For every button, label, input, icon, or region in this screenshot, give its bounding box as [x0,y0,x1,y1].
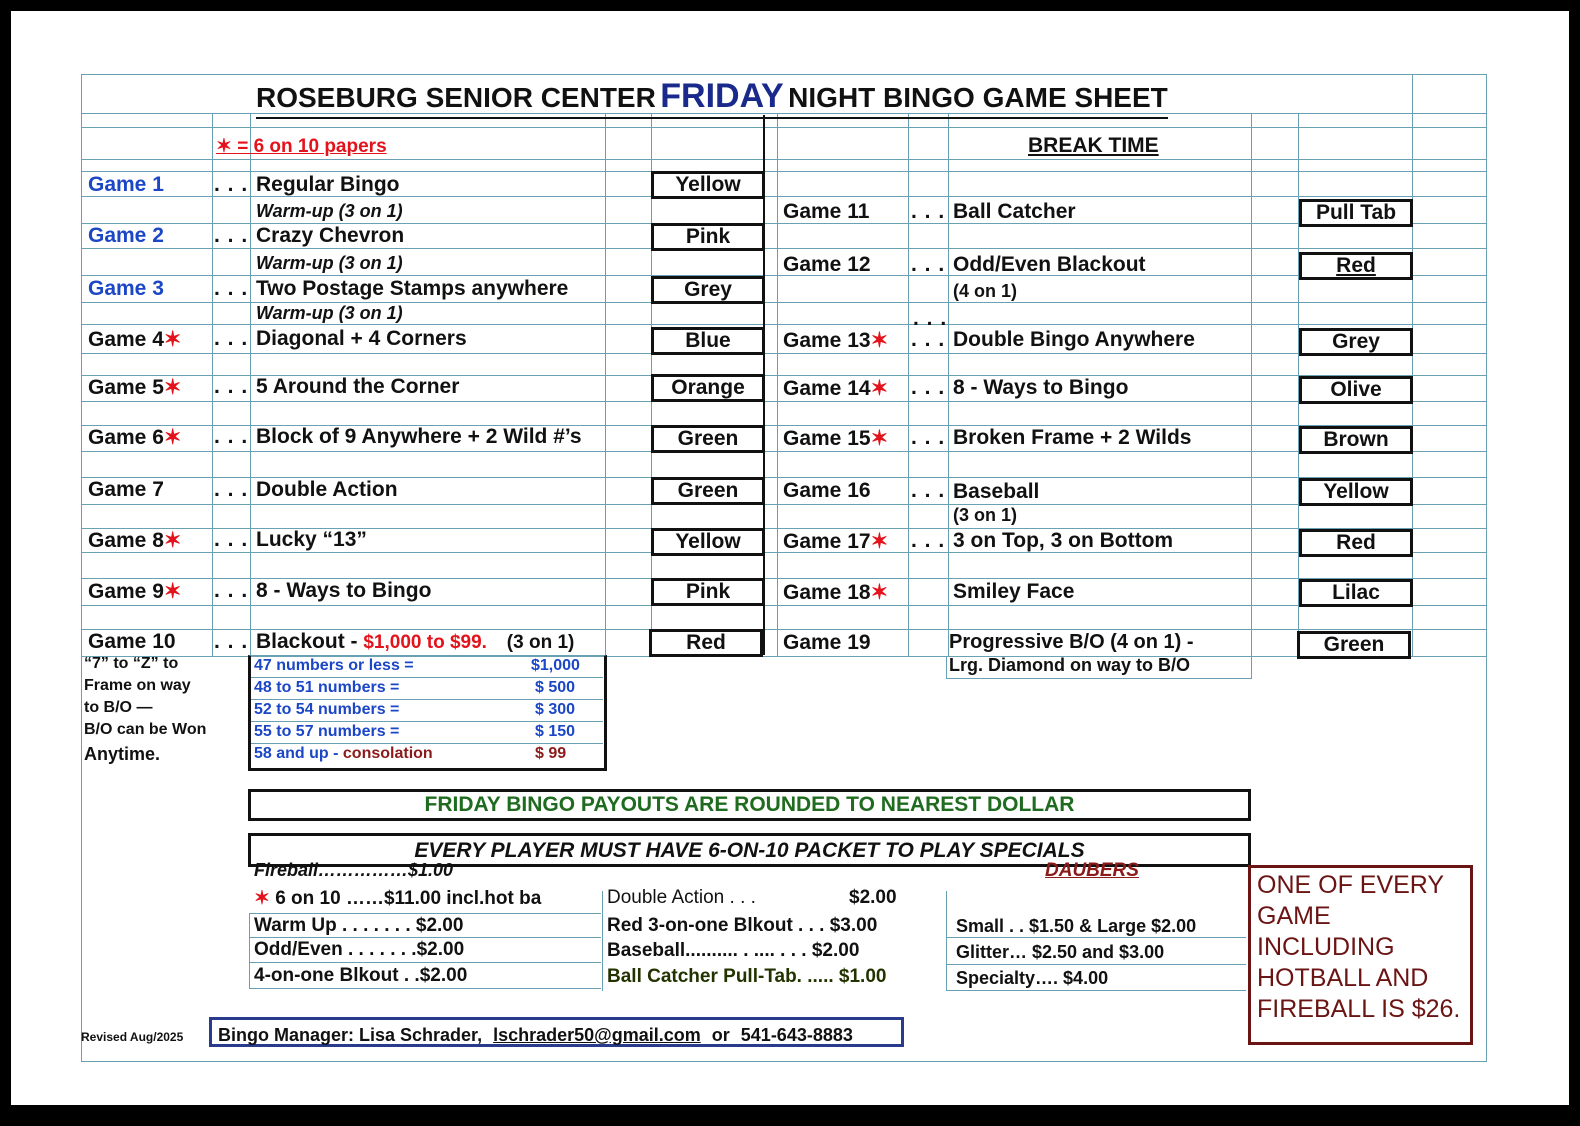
grid-line [946,937,1246,938]
fee-red-3-on-one: Red 3-on-one Blkout . . . $3.00 [607,915,878,936]
game-13-name: Double Bingo Anywhere [953,328,1195,351]
rounding-banner: FRIDAY BINGO PAYOUTS ARE ROUNDED TO NEAREST DOLLAR [248,789,1251,821]
leader-dots: . . . [911,328,946,351]
dauber-specialty: Specialty…. $4.00 [956,968,1109,988]
leader-dots: . . . [911,479,946,502]
game-2-paper-color: Pink [651,223,765,251]
game-4-label: Game 4✶ [88,328,182,351]
game-16-label: Game 16 [783,479,871,502]
game-17-paper-color: Red [1299,529,1413,557]
payout-range: 47 numbers or less = [254,657,414,674]
game-2-warmup: Warm-up (3 on 1) [256,253,403,273]
game-15-paper-color: Brown [1299,426,1413,454]
legend-symbol: ✶ [216,136,232,157]
game-16-sub: (3 on 1) [953,505,1018,525]
game-13-label: Game 13✶ [783,329,889,352]
game-4-paper-color: Blue [651,327,765,355]
fee-4-on-one: 4-on-one Blkout . .$2.00 [254,965,468,986]
game-16-paper-color: Yellow [1299,478,1413,506]
star-icon: ✶ [870,530,889,553]
grid-line [81,159,1486,160]
star-icon: ✶ [163,426,182,449]
manager-name: Bingo Manager: Lisa Schrader, [218,1025,483,1045]
leader-dots: . . . [214,630,249,653]
game-17-label: Game 17✶ [783,530,889,553]
grid-line [249,988,601,989]
game-19-paper-color: Green [1297,631,1411,659]
leader-dots: . . . [911,200,946,223]
payout-range: 48 to 51 numbers = [254,679,400,696]
game-10-label: Game 10 [88,630,176,653]
game-9-paper-color: Pink [651,578,765,606]
payout-range: 58 and up - consolation [254,745,433,762]
game-7-label: Game 7 [88,478,164,501]
specials-banner: EVERY PLAYER MUST HAVE 6-ON-10 PACKET TO PLAY SPECIALS [248,833,1251,867]
game-19-sub: Lrg. Diamond on way to B/O [949,655,1191,675]
grid-line [251,677,603,678]
leader-dots: . . . [214,277,249,300]
leader-dots: . . . [214,173,249,196]
grid-line [249,913,601,914]
game-10-prize: $1,000 to $99. [363,632,487,653]
fee-double-action: Double Action . . . [607,887,756,908]
grid-line [81,127,1486,128]
game-12-paper-color: Red [1299,252,1413,280]
star-icon: ✶ [870,581,889,604]
game-1-paper-color: Yellow [651,171,765,199]
game-12-label: Game 12 [783,253,871,276]
payout-range: 55 to 57 numbers = [254,723,400,740]
game-18-name: Smiley Face [953,580,1075,603]
manager-or: or [711,1025,730,1045]
grid-line [946,990,1246,991]
game-10-name [256,630,574,654]
fee-odd-even: Odd/Even . . . . . . .$2.00 [254,939,465,960]
fee-fireball: Fireball……………$1.00 [254,861,454,879]
game-3-name: Two Postage Stamps anywhere [256,277,569,300]
game-15-name: Broken Frame + 2 Wilds [953,426,1192,449]
grid-line [777,113,778,656]
grid-line [1412,74,1413,656]
star-icon: ✶ [163,580,182,603]
leader-dots: . . . [214,224,249,247]
game-9-label: Game 9✶ [88,580,182,603]
fee-6-on-10 [254,887,601,910]
star-icon: ✶ [163,529,182,552]
fee-double-action-price: $2.00 [849,887,897,908]
break-time-label: BREAK TIME [1028,134,1159,157]
game-18-paper-color: Lilac [1299,579,1413,607]
blackout-note-3: to B/O — [84,699,153,716]
game-sheet [11,11,1569,1105]
game-1-warmup: Warm-up (3 on 1) [256,201,403,221]
payout-range: 52 to 54 numbers = [254,701,400,718]
game-5-name: 5 Around the Corner [256,375,460,398]
grid-line [1251,113,1252,656]
grid-line [81,353,1486,354]
game-12-name: Odd/Even Blackout [953,253,1146,276]
game-6-paper-color: Green [651,425,765,453]
leader-dots: . . . [911,426,946,449]
star-icon: ✶ [870,329,889,352]
manager-email: lschrader50@gmail.com [493,1025,701,1045]
grid-line [946,964,1246,965]
grid-line [948,113,949,656]
game-8-label: Game 8✶ [88,529,182,552]
star-icon: ✶ [254,888,270,909]
payout-amount: $1,000 [531,657,580,674]
fee-warm-up: Warm Up . . . . . . . $2.00 [254,915,464,936]
package-price-box: ONE OF EVERY GAME INCLUDING HOTBALL AND FIREBALL IS $26. [1248,865,1473,1045]
game-14-name: 8 - Ways to Bingo [953,376,1129,399]
payout-amount: $ 150 [535,723,576,740]
leader-dots: . . . [214,579,249,602]
star-icon: ✶ [870,427,889,450]
grid-line [602,891,603,991]
game-3-label: Game 3 [88,277,164,300]
game-15-label: Game 15✶ [783,427,889,450]
game-8-name: Lucky “13” [256,528,367,551]
game-19-label: Game 19 [783,631,871,654]
blackout-note-1: “7” to “Z” to [84,655,179,672]
game-13-paper-color: Grey [1299,328,1413,356]
star-icon: ✶ [163,328,182,351]
legend-text: = 6 on 10 papers [237,136,387,157]
payout-amount: $ 300 [535,701,576,718]
game-7-name: Double Action [256,478,398,501]
game-18-label: Game 18✶ [783,581,889,604]
grid-line [81,171,1486,172]
grid-line [249,962,601,963]
game-1-label: Game 1 [88,173,164,196]
grid-line [249,913,250,988]
game-16-name: Baseball [953,480,1040,503]
leader-dots: . . . [214,478,249,501]
game-3-warmup: Warm-up (3 on 1) [256,303,403,323]
leader-dots: . . . [214,327,249,350]
game-10-title: Blackout - [256,630,358,653]
blackout-note-4: B/O can be Won [84,721,207,738]
payout-consolation: consolation [342,745,433,762]
game-19-sub-box [946,656,1252,679]
game-5-label: Game 5✶ [88,376,182,399]
grid-line [251,699,603,700]
game-10-paper-color: Red [649,629,763,657]
game-8-paper-color: Yellow [651,528,765,556]
game-9-name: 8 - Ways to Bingo [256,579,432,602]
leader-dots: . . . [911,253,946,276]
fee-6-on-10-text: 6 on 10 ……$11.00 incl.hot ba [275,888,542,909]
star-icon: ✶ [163,376,182,399]
grid-line [908,113,909,656]
payout-amount: $ 99 [535,745,567,762]
game-4-name: Diagonal + 4 Corners [256,327,467,350]
game-17-name: 3 on Top, 3 on Bottom [953,529,1174,552]
game-11-paper-color: Pull Tab [1299,199,1413,227]
game-14-paper-color: Olive [1299,376,1413,404]
grid-line [249,937,601,938]
game-11-name: Ball Catcher [953,200,1076,223]
leader-dots: . . . [214,528,249,551]
game-1-name: Regular Bingo [256,173,400,196]
manager-contact [209,1017,904,1047]
game-11-label: Game 11 [783,200,870,223]
grid-line [251,743,603,744]
grid-line [81,605,1486,606]
grid-line [81,401,1486,402]
game-5-paper-color: Orange [651,374,765,402]
game-6-name: Block of 9 Anywhere + 2 Wild #’s [256,425,582,448]
game-2-name: Crazy Chevron [256,224,405,247]
blackout-note-2: Frame on way [84,677,191,694]
grid-line [81,324,1486,325]
grid-line [946,891,947,991]
payout-amount: $ 500 [535,679,576,696]
leader-dots: . . . [911,529,946,552]
blackout-note-5: Anytime. [84,744,161,764]
game-10-note: (3 on 1) [506,632,575,653]
game-14-label: Game 14✶ [783,377,889,400]
title-friday: FRIDAY [660,77,784,115]
game-12-sub: (4 on 1) [953,281,1018,301]
grid-line [605,113,606,656]
game-2-label: Game 2 [88,224,164,247]
grid-line [81,451,1486,452]
star-icon: ✶ [870,377,889,400]
game-3-paper-color: Grey [651,276,765,304]
title-part-1: ROSEBURG SENIOR CENTER [256,82,656,113]
leader-dots: . . . [911,376,946,399]
grid-line [251,721,603,722]
grid-line [81,504,1486,505]
daubers-heading: DAUBERS [1045,861,1139,881]
grid-line [212,113,213,656]
leader-dots: . . . [214,375,249,398]
game-6-label: Game 6✶ [88,426,182,449]
title-part-2: NIGHT BINGO GAME SHEET [788,82,1168,113]
game-7-paper-color: Green [651,477,765,505]
dauber-glitter: Glitter… $2.50 and $3.00 [956,942,1165,962]
grid-line [250,113,251,656]
dauber-small-large: Small . . $1.50 & Large $2.00 [956,916,1197,936]
legend-6-on-10 [216,135,387,158]
fee-baseball: Baseball.......... . .... . . . $2.00 [607,940,860,961]
revised-date: Revised Aug/2025 [81,1030,184,1044]
page-title [256,77,1168,119]
leader-dots: . . . [214,425,249,448]
game-19-name: Progressive B/O (4 on 1) - [949,631,1194,653]
fee-ball-catcher: Ball Catcher Pull-Tab. ..... $1.00 [607,966,887,987]
manager-phone: 541-643-8883 [740,1025,853,1045]
grid-line [81,248,1486,249]
leader-dots: . . . [913,307,948,330]
